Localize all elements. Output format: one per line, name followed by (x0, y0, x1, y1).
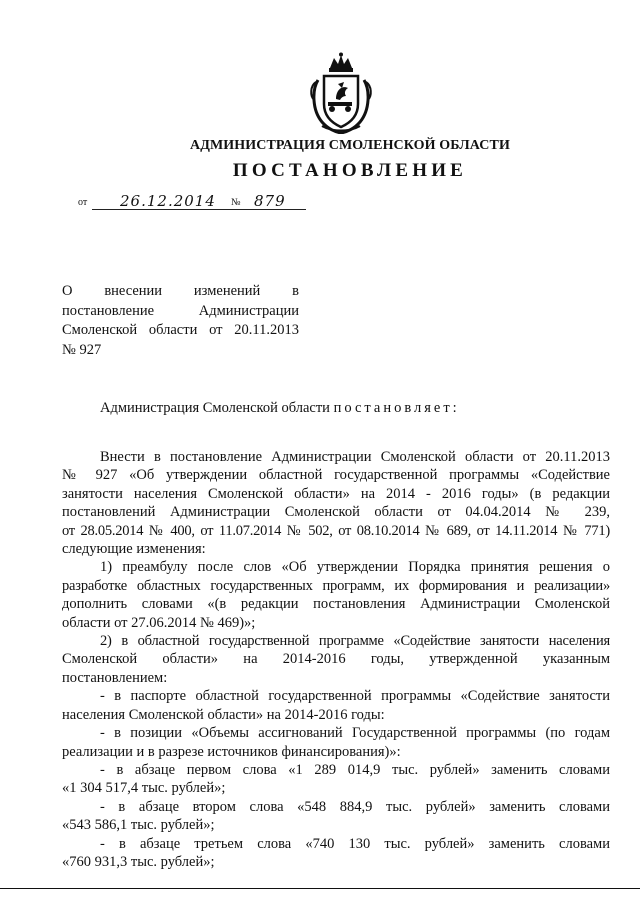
body-line: 2) в областной государственной программе «Содействие занятости населения (100, 633, 610, 650)
decree-preamble (100, 400, 460, 417)
body-line: № 927 «Об утверждении областной государственной программы «Содействие (62, 467, 610, 484)
body-line: следующие изменения: (62, 541, 206, 558)
body-line: постановлением: (62, 669, 168, 686)
subject-line: Смоленской области от 20.11.2013 (62, 322, 299, 338)
number-label: № (231, 197, 241, 208)
subject-line: № 927 (62, 341, 102, 358)
body-line: «543 586,1 тыс. рублей»; (62, 817, 215, 834)
body-line: - в абзаце втором слова «548 884,9 тыс. рублей» заменить словами (100, 798, 610, 815)
body-line: дополнить словами «(в редакции постановления Администрации Смоленской (62, 596, 610, 613)
body-line: населения Смоленской области» на 2014-2016 годы: (62, 706, 385, 723)
body-line: занятости населения Смоленской области» на 2014 - 2016 годы» (в редакции (62, 485, 610, 502)
date-value: 26.12.2014 (120, 192, 216, 210)
subject-line: О внесении изменений в (62, 283, 299, 299)
coat-of-arms-emblem (308, 52, 374, 134)
number-value: 879 (254, 192, 286, 210)
body-line: - в позиции «Объемы ассигнований Государственной программы (по годам (100, 725, 610, 742)
body-line: постановлений Администрации Смоленской области от 04.04.2014 № 239, (62, 504, 610, 521)
body-line: «760 931,3 тыс. рублей»; (62, 853, 215, 870)
document-subject (62, 282, 299, 360)
body-line: разработке областных государственных программ, их формирования и реализации» (62, 577, 610, 594)
body-line: - в абзаце первом слова «1 289 014,9 тыс. рублей» заменить словами (100, 761, 610, 778)
body-line: Внести в постановление Администрации Смоленской области от 20.11.2013 (100, 449, 610, 465)
subject-line: постановление Администрации (62, 302, 299, 319)
body-line: - в паспорте областной государственной программы «Содействие занятости (100, 688, 610, 705)
date-label: от (78, 197, 88, 208)
body-line: Смоленской области» на 2014-2016 годы, утвержденной указанным (62, 651, 610, 668)
organization-name: АДМИНИСТРАЦИЯ СМОЛЕНСКОЙ ОБЛАСТИ (190, 138, 510, 153)
body-line: 1) преамбулу после слов «Об утверждении Порядка принятия решения о (100, 559, 610, 576)
body-line: - в абзаце третьем слова «740 130 тыс. рублей» заменить словами (100, 835, 610, 852)
body-line: от 28.05.2014 № 400, от 11.07.2014 № 502, от 08.10.2014 № 689, от 14.11.2014 № 771) (62, 522, 610, 539)
document-type-title: ПОСТАНОВЛЕНИЕ (232, 160, 468, 181)
page-bottom-rule (0, 888, 640, 889)
body-line: «1 304 517,4 тыс. рублей»; (62, 780, 226, 797)
body-line: реализации и в разрезе источников финансирования)»: (62, 743, 401, 760)
body-line: области от 27.06.2014 № 469)»; (62, 614, 256, 631)
decree-actor: Администрация Смоленской области (100, 400, 330, 416)
document-body (62, 448, 610, 871)
decree-verb: постановляет: (333, 400, 460, 416)
